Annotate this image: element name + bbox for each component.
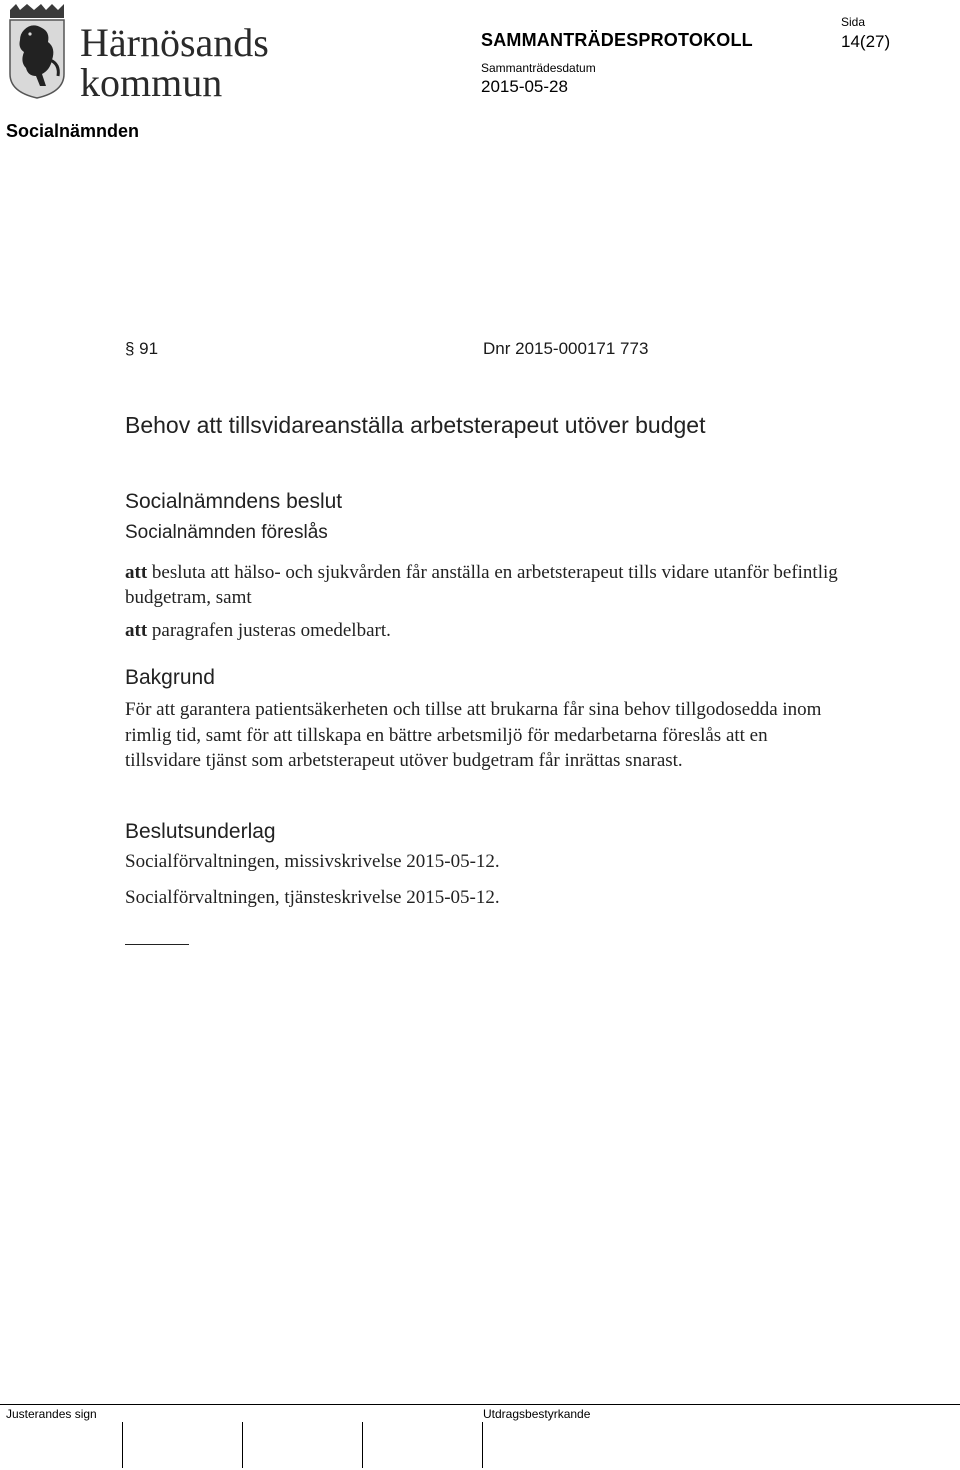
signature-divider — [122, 1422, 123, 1468]
meeting-date-label: Sammanträdesdatum — [481, 61, 596, 75]
paragraph-number: § 91 — [125, 339, 159, 358]
signature-divider — [362, 1422, 363, 1468]
background-text: För att garantera patientsäkerheten och tillse att brukarna får sina behov tillgodosedda inom rimlig tid, samt för att tillskapa en bättre arbetsmiljö för medarbetarna föreslås att en tillsvidare tjänst som arbetsterapeut utöver budgetram får inrättas snarast. — [125, 699, 822, 771]
basis-item: Socialförvaltningen, missivskrivelse 2015-05-12. — [125, 851, 500, 872]
decision-clause — [125, 560, 845, 610]
clause-keyword: att — [125, 562, 148, 583]
clause-text: besluta att hälso- och sjukvården får anställa en arbetsterapeut tills vidare utanför befintlig budgetram, samt — [125, 562, 838, 608]
end-rule — [125, 944, 189, 945]
extract-verification-label: Utdragsbestyrkande — [483, 1407, 591, 1421]
registration-number: Dnr 2015-000171 773 — [483, 339, 649, 358]
clause-keyword: att — [125, 620, 148, 641]
basis-heading: Beslutsunderlag — [125, 820, 276, 843]
signature-divider — [482, 1422, 483, 1468]
decision-intro: Socialnämnden föreslås — [125, 522, 328, 543]
logo-text-line2: kommun — [80, 60, 223, 102]
decision-clause — [125, 620, 845, 642]
footer-rule — [0, 1404, 960, 1405]
signature-divider — [242, 1422, 243, 1468]
signature-label: Justerandes sign — [6, 1407, 97, 1421]
item-heading: Behov att tillsvidareanställa arbetsterapeut utöver budget — [125, 412, 706, 438]
document-title: SAMMANTRÄDESPROTOKOLL — [481, 30, 753, 50]
clause-text: paragrafen justeras omedelbart. — [147, 620, 391, 641]
beaver-coat-of-arms-icon — [10, 4, 64, 98]
decision-heading: Socialnämndens beslut — [125, 490, 343, 513]
logo-text-line1: Härnösands — [80, 20, 269, 65]
basis-item: Socialförvaltningen, tjänsteskrivelse 2015-05-12. — [125, 887, 500, 908]
page-label: Sida — [841, 15, 866, 29]
meeting-date-value: 2015-05-28 — [481, 77, 568, 96]
harnosands-kommun-logo — [6, 4, 286, 102]
page-number: 14(27) — [841, 32, 891, 51]
background-heading: Bakgrund — [125, 666, 215, 689]
committee-name: Socialnämnden — [6, 121, 140, 141]
